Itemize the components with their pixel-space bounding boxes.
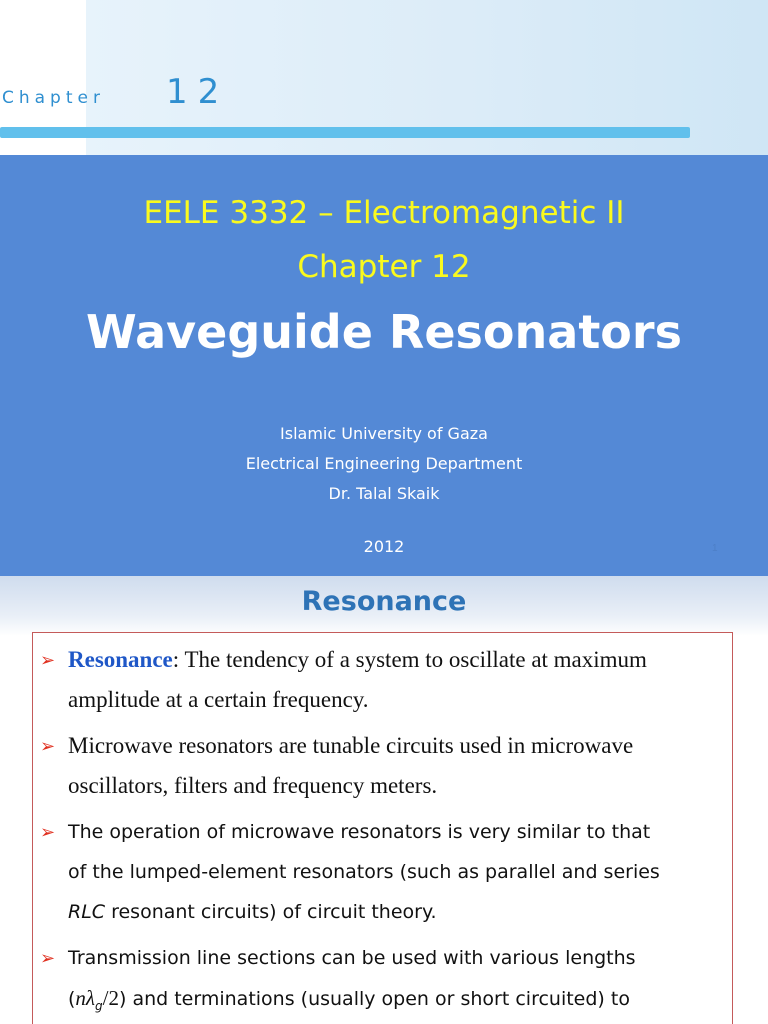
arrow-bullet-icon: ➢ [40,736,56,756]
course-title: EELE 3332 – Electromagnetic II [143,195,625,231]
chapter-subtitle: Chapter 12 [297,249,471,285]
bullet-text: Transmission line sections can be used with various lengths $(n\lambda_g/2)$ and terminations (usually open or short circuited) to [68,947,636,1013]
term-resonance: Resonance [68,647,173,672]
slide-title: Waveguide Resonators [86,305,682,359]
page-number: 1 [712,543,718,554]
department-name: Electrical Engineering Department [245,454,523,473]
chapter-number: 12 [166,72,230,112]
author-name: Dr. Talal Skaik [328,484,440,503]
bullet-text: Microwave resonators are tunable circuits used in microwave oscillators, filters and frequency meters. [68,733,634,798]
resonance-slide [0,576,768,1024]
chapter-label: Chapter [2,88,105,108]
bullet-text: The operation of microwave resonators is very similar to that of the lumped-element resonators (such as parallel and series RLC resonant circuits) of circuit theory. [68,821,660,923]
bullet-text: Resonance: The tendency of a system to oscillate at maximum amplitude at a certain frequency. [68,647,647,712]
arrow-bullet-icon: ➢ [40,650,56,670]
university-name: Islamic University of Gaza [280,424,488,443]
chapter-divider [0,127,690,138]
slide-year: 2012 [363,537,405,556]
arrow-bullet-icon: ➢ [40,948,56,968]
arrow-bullet-icon: ➢ [40,822,56,842]
slide-heading: Resonance [301,586,467,617]
